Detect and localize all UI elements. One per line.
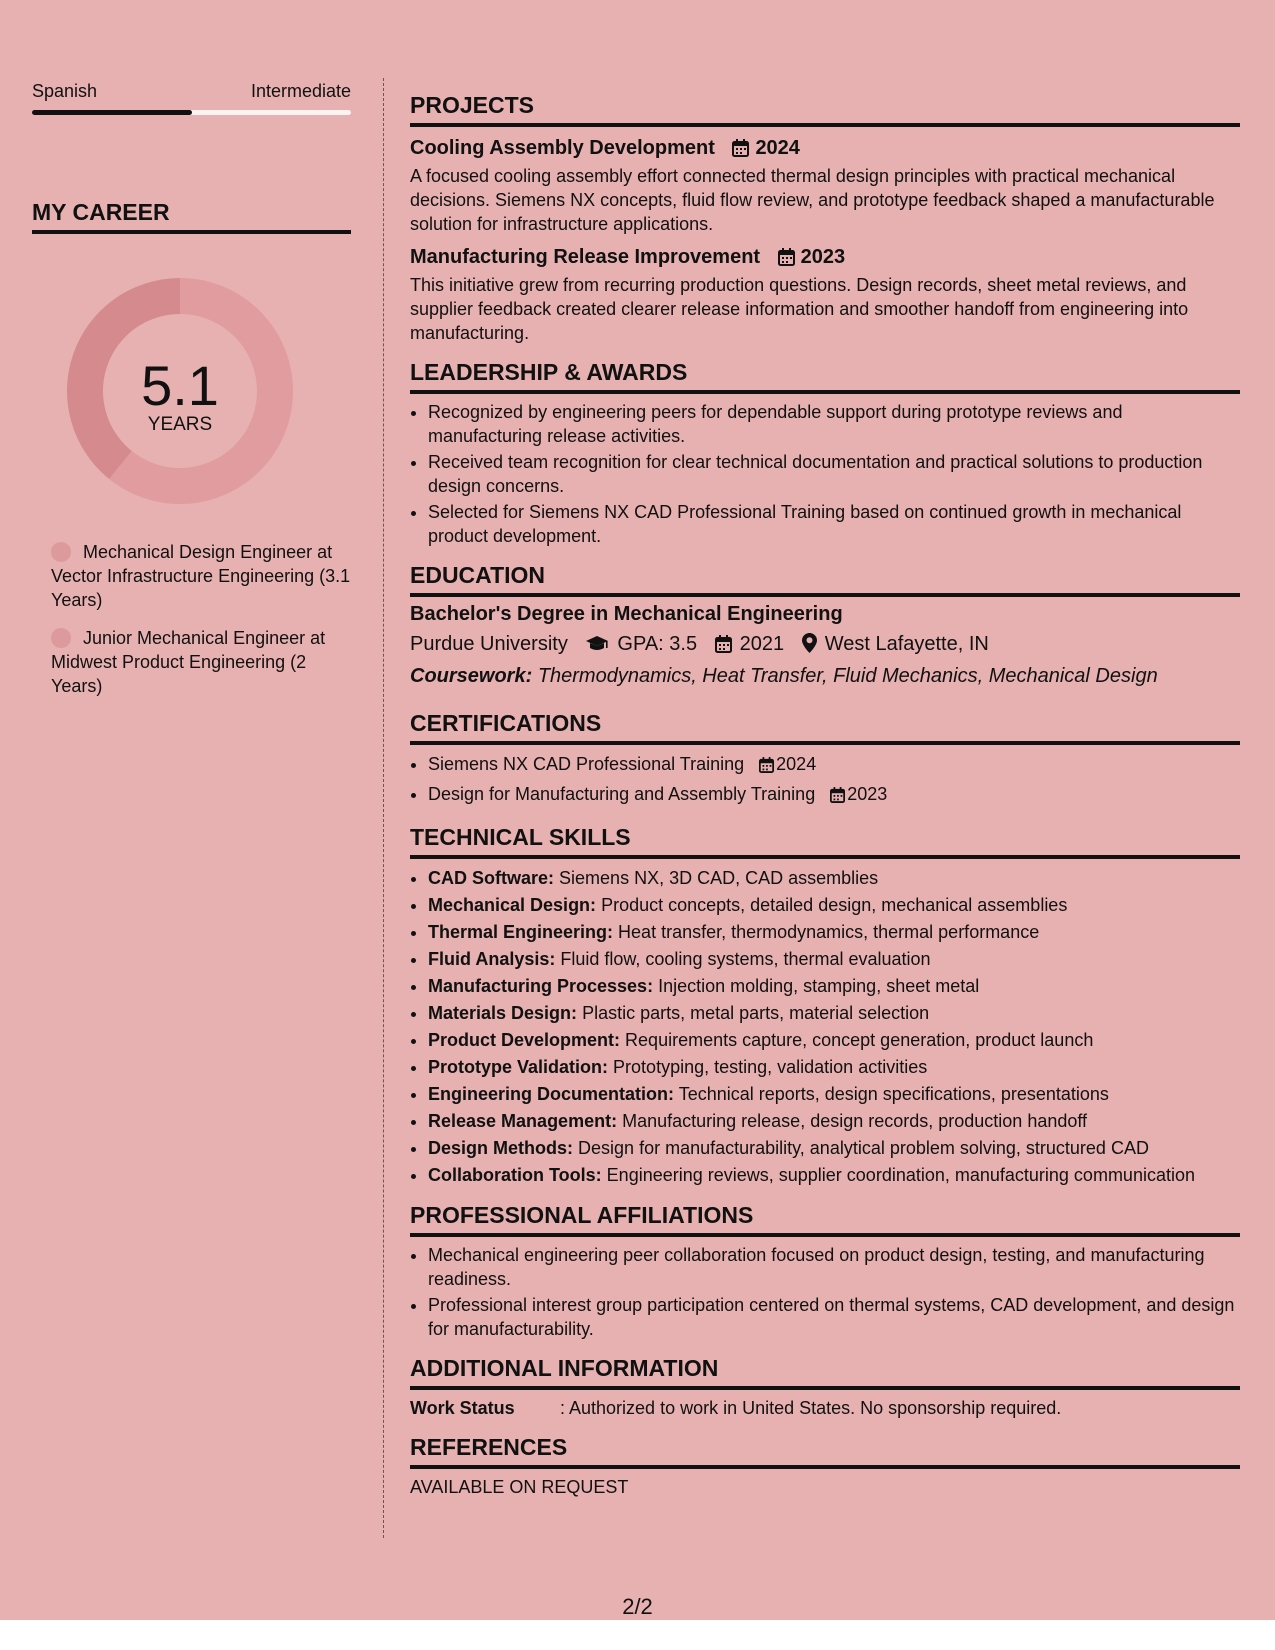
education-heading: EDUCATION [410,562,1240,597]
calendar-icon [778,247,795,273]
skill-values: Injection molding, stamping, sheet metal [658,976,980,996]
skill-category: Fluid Analysis: [428,949,556,969]
career-years-label: YEARS [147,414,213,435]
skill-category: Engineering Documentation: [428,1084,675,1104]
references-heading: REFERENCES [410,1434,1240,1469]
skill-category: Product Development: [428,1030,621,1050]
skill-values: Heat transfer, thermodynamics, thermal performance [618,922,1040,942]
award-item: • Received team recognition for clear technical documentation and practical solutions to production design concerns. [428,450,1240,498]
career-item-text: Junior Mechanical Engineer at Midwest Product Engineering (2 Years) [51,628,326,696]
career-total-years: 5.1 [141,354,219,417]
calendar-icon [732,138,749,164]
skill-category: Manufacturing Processes: [428,976,654,996]
education-school: Purdue University [410,633,568,655]
skill-category: Mechanical Design: [428,895,597,915]
affiliation-item: • Professional interest group participation centered on thermal systems, CAD development, and design for manufacturability. [428,1293,1240,1341]
career-dot-icon [51,542,71,562]
project-description: A focused cooling assembly effort connected thermal design principles with practical mechanical decisions. Siemens NX concepts, fluid flow review, and prototype feedback shaped a manufacturable solution for infrastructure applications. [410,166,1215,234]
education-coursework [410,665,1240,688]
skill-category: Collaboration Tools: [428,1165,602,1185]
language-row [32,80,351,102]
education-degree: Bachelor's Degree in Mechanical Engineering [410,603,843,625]
coursework-label: Coursework: [410,665,533,687]
skill-item [428,919,1240,945]
certification-name: Design for Manufacturing and Assembly Training [428,784,816,804]
skill-item [428,1054,1240,1080]
projects-heading: PROJECTS [410,92,1240,127]
skill-values: Engineering reviews, supplier coordination, manufacturing communication [606,1165,1195,1185]
project-description: This initiative grew from recurring production questions. Design records, sheet metal reviews, and supplier feedback created clearer release information and smoother handoff from engineering into manufacturing. [410,275,1189,343]
award-item: • Selected for Siemens NX CAD Professional Training based on continued growth in mechanical product development. [428,500,1240,548]
award-item: • Recognized by engineering peers for dependable support during prototype reviews and manufacturing release activities. [428,400,1240,448]
project-year: 2024 [755,137,800,159]
skill-category: Prototype Validation: [428,1057,609,1077]
skill-item [428,1000,1240,1026]
skill-category: Thermal Engineering: [428,922,614,942]
skill-category: Materials Design: [428,1003,578,1023]
skill-item [428,1081,1240,1107]
education-year: 2021 [739,633,785,655]
skill-item [428,1162,1240,1188]
project-item [410,244,1240,345]
project-title: Cooling Assembly Development [410,137,715,159]
certifications-list [410,751,1240,810]
page-number: 2/2 [622,1594,653,1619]
career-heading: MY CAREER [32,199,351,234]
skill-category: Design Methods: [428,1138,574,1158]
skill-values: Prototyping, testing, validation activities [613,1057,928,1077]
certification-item [428,751,1240,780]
career-list [32,540,351,698]
language-name: Spanish [32,81,98,101]
work-status-value: : Authorized to work in United States. No sponsorship required. [560,1398,1062,1418]
additional-info-heading: ADDITIONAL INFORMATION [410,1355,1240,1390]
language-proficiency-bar [32,110,351,115]
career-donut-chart [67,278,293,504]
skill-values: Technical reports, design specifications, presentations [678,1084,1109,1104]
skill-values: Product concepts, detailed design, mechanical assemblies [601,895,1068,915]
skill-category: Release Management: [428,1111,618,1131]
main-content [410,92,1240,1499]
skill-values: Siemens NX, 3D CAD, CAD assemblies [559,868,879,888]
location-pin-icon [802,633,817,661]
skills-list [410,865,1240,1188]
certifications-heading: CERTIFICATIONS [410,710,1240,745]
language-proficiency-fill [32,110,192,115]
skill-values: Design for manufacturability, analytical problem solving, structured CAD [578,1138,1149,1158]
skill-values: Requirements capture, concept generation, product launch [625,1030,1094,1050]
skill-item [428,1135,1240,1161]
awards-heading: LEADERSHIP & AWARDS [410,359,1240,394]
project-year: 2023 [800,246,846,268]
education-gpa: GPA: 3.5 [617,633,698,655]
work-status-label: Work Status [410,1398,515,1418]
affiliations-list [410,1243,1240,1341]
career-dot-icon [51,628,71,648]
career-item-text: Mechanical Design Engineer at Vector Infrastructure Engineering (3.1 Years) [51,542,351,610]
skill-values: Plastic parts, metal parts, material selection [582,1003,930,1023]
certification-item [428,781,1240,810]
project-item [410,135,1240,236]
project-title: Manufacturing Release Improvement [410,246,761,268]
calendar-icon [759,754,774,780]
affiliation-item: • Mechanical engineering peer collaboration focused on product design, testing, and manufacturing readiness. [428,1243,1240,1291]
skill-category: CAD Software: [428,868,555,888]
skill-item [428,1027,1240,1053]
education-location: West Lafayette, IN [824,633,989,655]
graduation-cap-icon [585,633,609,661]
career-item [51,626,351,698]
awards-list [410,400,1240,548]
skill-values: Manufacturing release, design records, production handoff [622,1111,1088,1131]
certification-name: Siemens NX CAD Professional Training [428,754,745,774]
page-bottom-margin [0,1620,1275,1650]
education-details [410,630,1240,661]
skill-item [428,973,1240,999]
skill-item [428,946,1240,972]
skill-values: Fluid flow, cooling systems, thermal evaluation [560,949,931,969]
skill-item [428,865,1240,891]
skills-heading: TECHNICAL SKILLS [410,824,1240,859]
certification-year: 2023 [847,784,888,804]
language-level: Intermediate [250,81,351,101]
calendar-icon [715,633,732,661]
column-divider [383,78,384,1538]
skill-item [428,892,1240,918]
work-status-row [410,1396,1240,1420]
certification-year: 2024 [776,754,817,774]
calendar-icon [830,784,845,810]
career-item [51,540,351,612]
references-text: AVAILABLE ON REQUEST [410,1477,629,1497]
coursework-list: Thermodynamics, Heat Transfer, Fluid Mechanics, Mechanical Design [537,665,1158,687]
affiliations-heading: PROFESSIONAL AFFILIATIONS [410,1202,1240,1237]
skill-item [428,1108,1240,1134]
sidebar [32,80,351,712]
